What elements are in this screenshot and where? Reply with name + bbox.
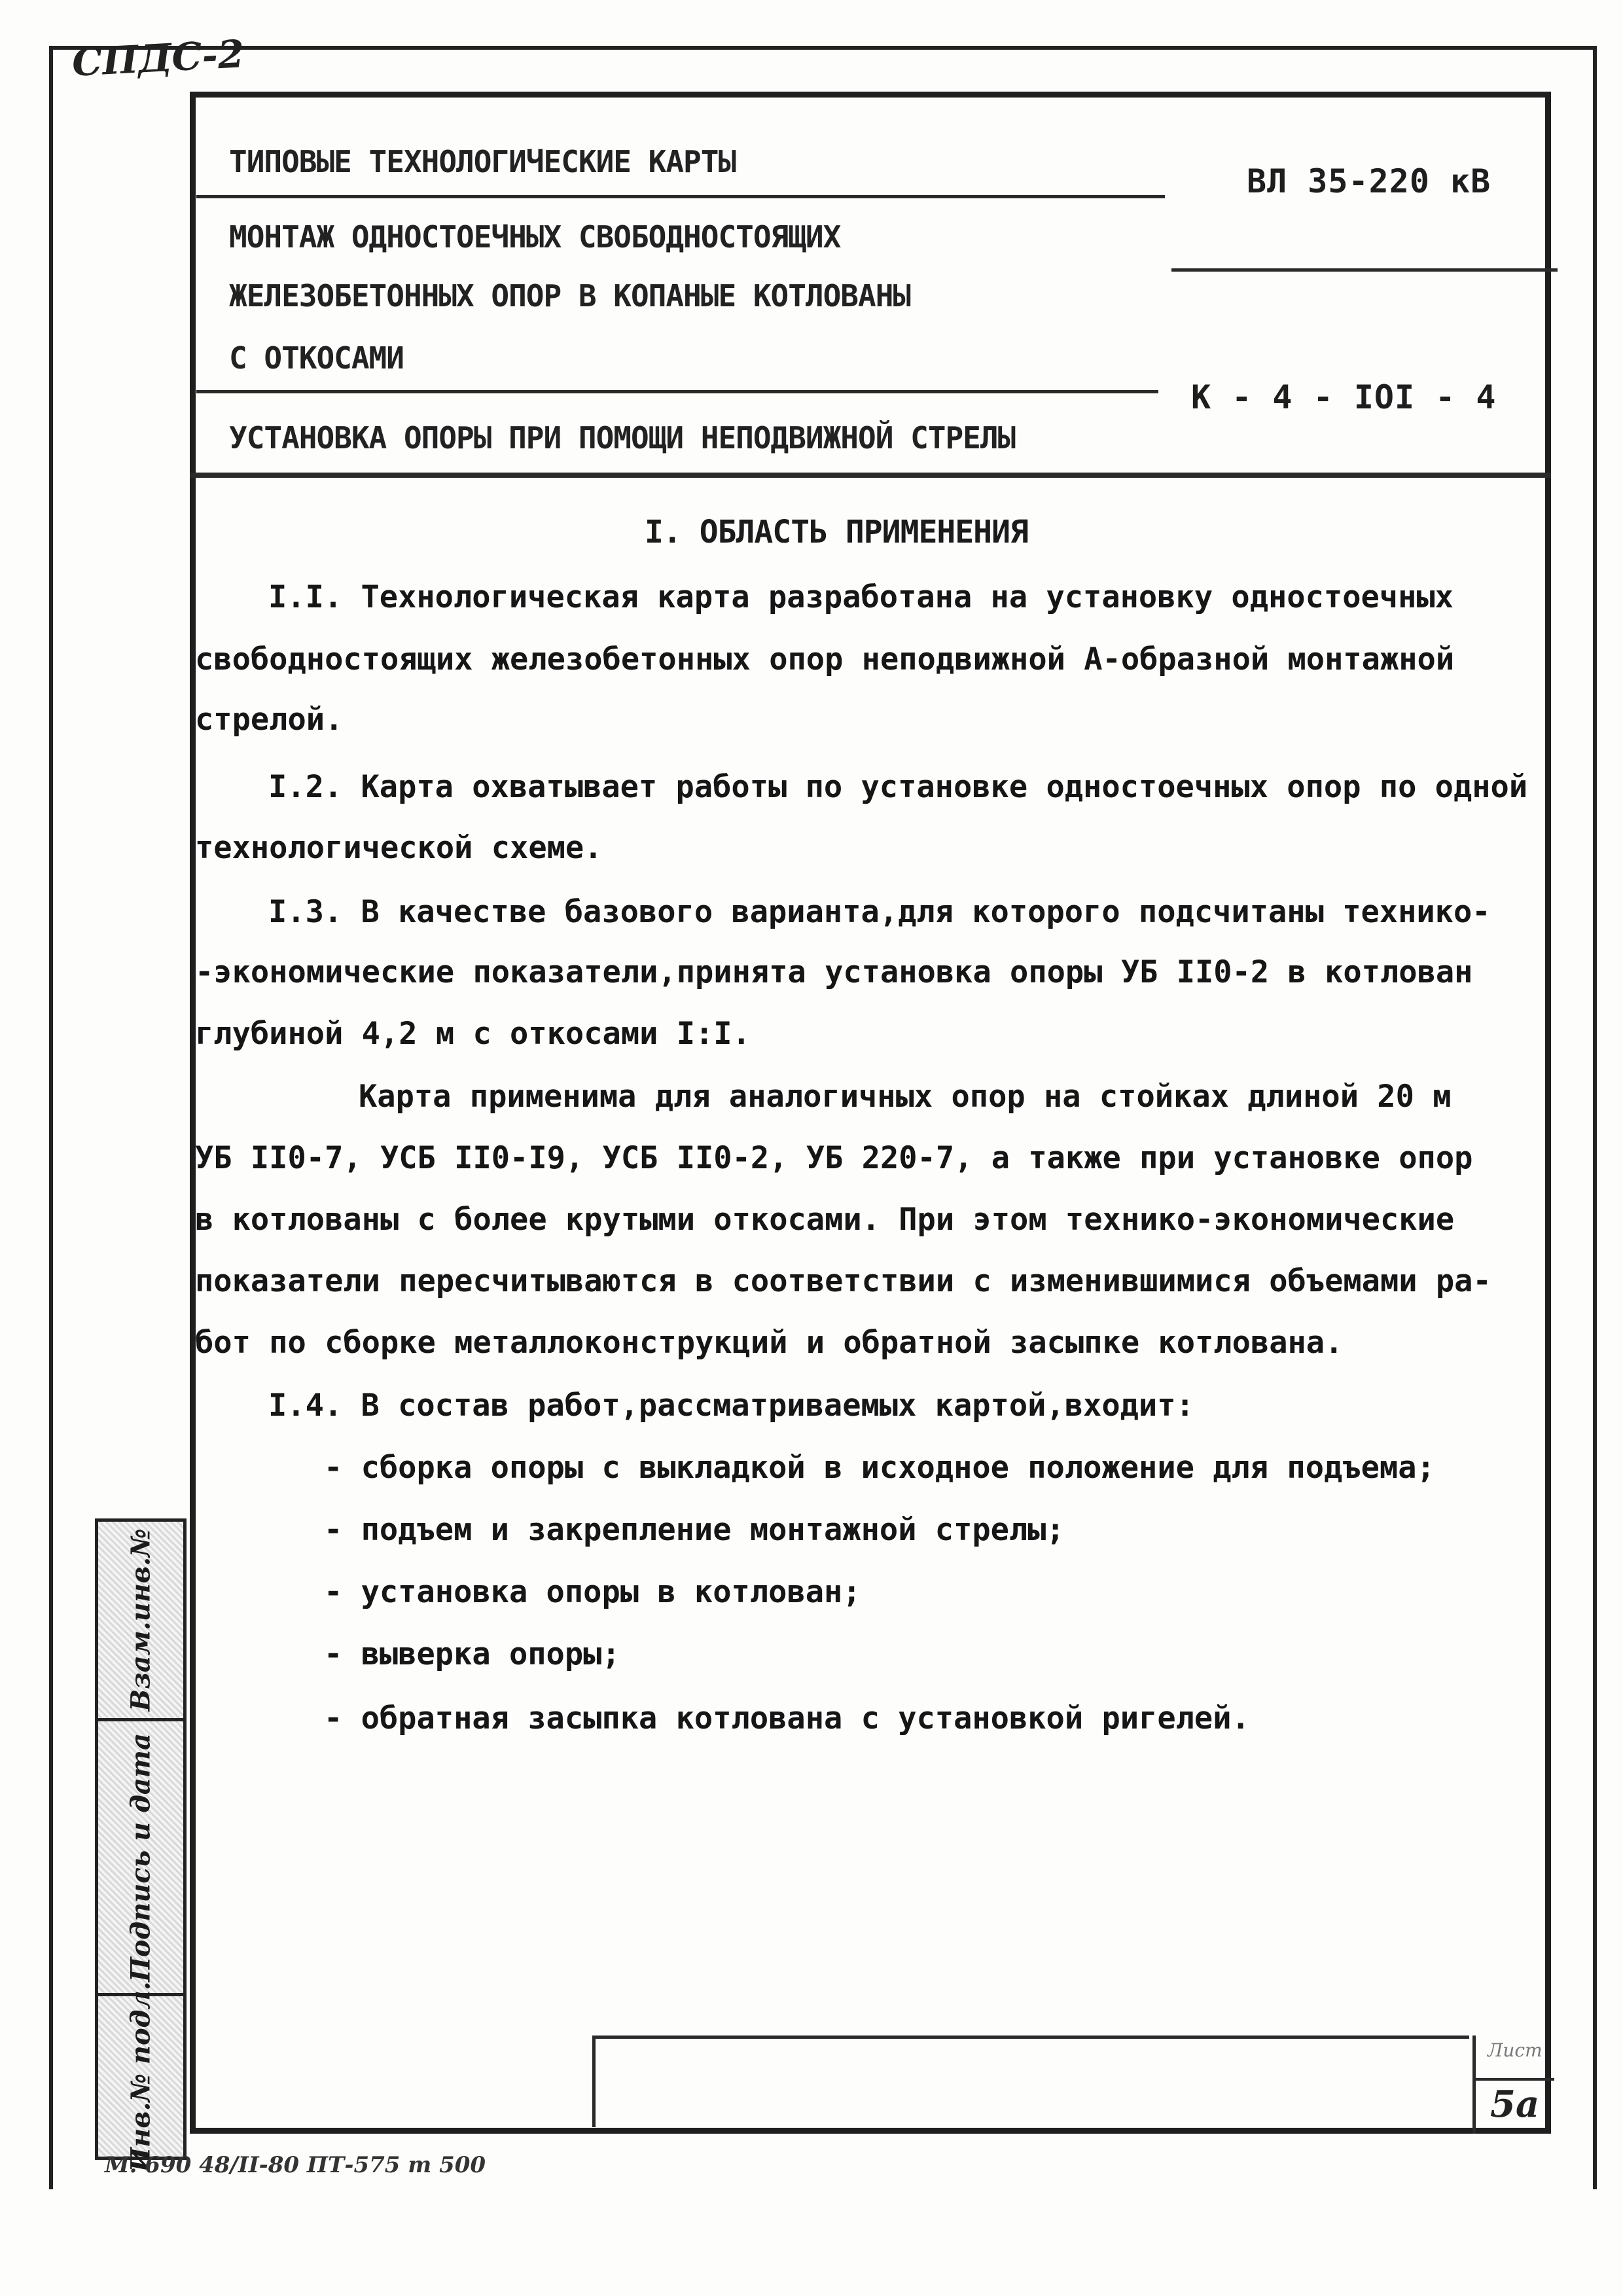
corner-note: СПДС-2 xyxy=(71,31,245,85)
body-line: показатели пересчитываются в соответствии с изменившимися объемами ра- xyxy=(195,1263,1491,1299)
body-line: технологической схеме. xyxy=(195,830,603,866)
body-line: свободностоящих железобетонных опор неподвижной А-образной монтажной xyxy=(195,641,1455,677)
list-item: - установка опоры в котлован; xyxy=(324,1574,861,1610)
body-line: в котлованы с более крутыми откосами. При этом технико-экономические xyxy=(195,1202,1455,1238)
body-line: стрелой. xyxy=(195,702,344,738)
sheet-divider xyxy=(1476,2078,1554,2081)
voltage-class: ВЛ 35-220 кВ xyxy=(1247,162,1491,200)
stamp-label-replaced: Взам.инв.№ xyxy=(125,1528,156,1712)
body-line: Карта применима для аналогичных опор на стойках длиной 20 м xyxy=(359,1079,1452,1115)
subtitle-line-2: ЖЕЛЕЗОБЕТОННЫХ ОПОР В КОПАНЫЕ КОТЛОВАНЫ xyxy=(229,278,911,314)
operation-title: УСТАНОВКА ОПОРЫ ПРИ ПОМОЩИ НЕПОДВИЖНОЙ СТРЕЛЫ xyxy=(229,420,1016,456)
title-block xyxy=(592,2036,1469,2127)
list-item: - выверка опоры; xyxy=(324,1636,620,1672)
body-line: УБ II0-7, УСБ II0-I9, УСБ II0-2, УБ 220-7, а также при установке опор xyxy=(195,1140,1473,1176)
body-line: глубиной 4,2 м с откосами I:I. xyxy=(195,1016,751,1052)
stamp-cell-signature xyxy=(98,1718,183,1993)
stamp-label-inventory: Инв.№ подл. xyxy=(125,1981,156,2172)
header-divider xyxy=(196,195,1165,198)
side-stamp xyxy=(95,1518,187,2172)
doc-series-title: ТИПОВЫЕ ТЕХНОЛОГИЧЕСКИЕ КАРТЫ xyxy=(229,144,736,179)
operation-divider xyxy=(196,390,1158,393)
body-line: I.3. В качестве базового варианта,для которого подсчитаны технико- xyxy=(268,894,1491,930)
sheet-number-box xyxy=(1472,2036,1551,2134)
document-code: К - 4 - IOI - 4 xyxy=(1191,378,1497,416)
body-line: I.I. Технологическая карта разработана на установку одностоечных xyxy=(268,579,1454,615)
section-title: I. ОБЛАСТЬ ПРИМЕНЕНИЯ xyxy=(645,514,1028,550)
print-note: М. 690 48/II-80 ПТ-575 т 500 xyxy=(105,2152,486,2178)
header-bottom-rule xyxy=(190,473,1551,478)
list-item: - подъем и закрепление монтажной стрелы; xyxy=(324,1512,1065,1548)
stamp-label-signature: Подпись и дата xyxy=(125,1732,156,1982)
body-line: бот по сборке металлоконструкций и обратной засыпке котлована. xyxy=(195,1325,1344,1361)
body-line: -экономические показатели,принята установка опоры УБ II0-2 в котлован xyxy=(195,954,1473,990)
sheet-number: 5а xyxy=(1490,2083,1540,2126)
stamp-cell-inventory xyxy=(98,1981,183,2172)
stamp-cell-replaced xyxy=(98,1522,183,1718)
list-item: - обратная засыпка котлована с установкой ригелей. xyxy=(324,1700,1250,1736)
subtitle-line-3: С ОТКОСАМИ xyxy=(229,340,404,376)
subtitle-line-1: МОНТАЖ ОДНОСТОЕЧНЫХ СВОБОДНОСТОЯЩИХ xyxy=(229,219,841,255)
list-item: - сборка опоры с выкладкой в исходное положение для подъема; xyxy=(324,1450,1435,1486)
body-line: I.4. В состав работ,рассматриваемых картой,входит: xyxy=(268,1388,1194,1424)
voltage-divider xyxy=(1171,268,1558,272)
body-line: I.2. Карта охватывает работы по установке одностоечных опор по одной xyxy=(268,769,1528,805)
sheet-label: Лист xyxy=(1488,2039,1543,2061)
